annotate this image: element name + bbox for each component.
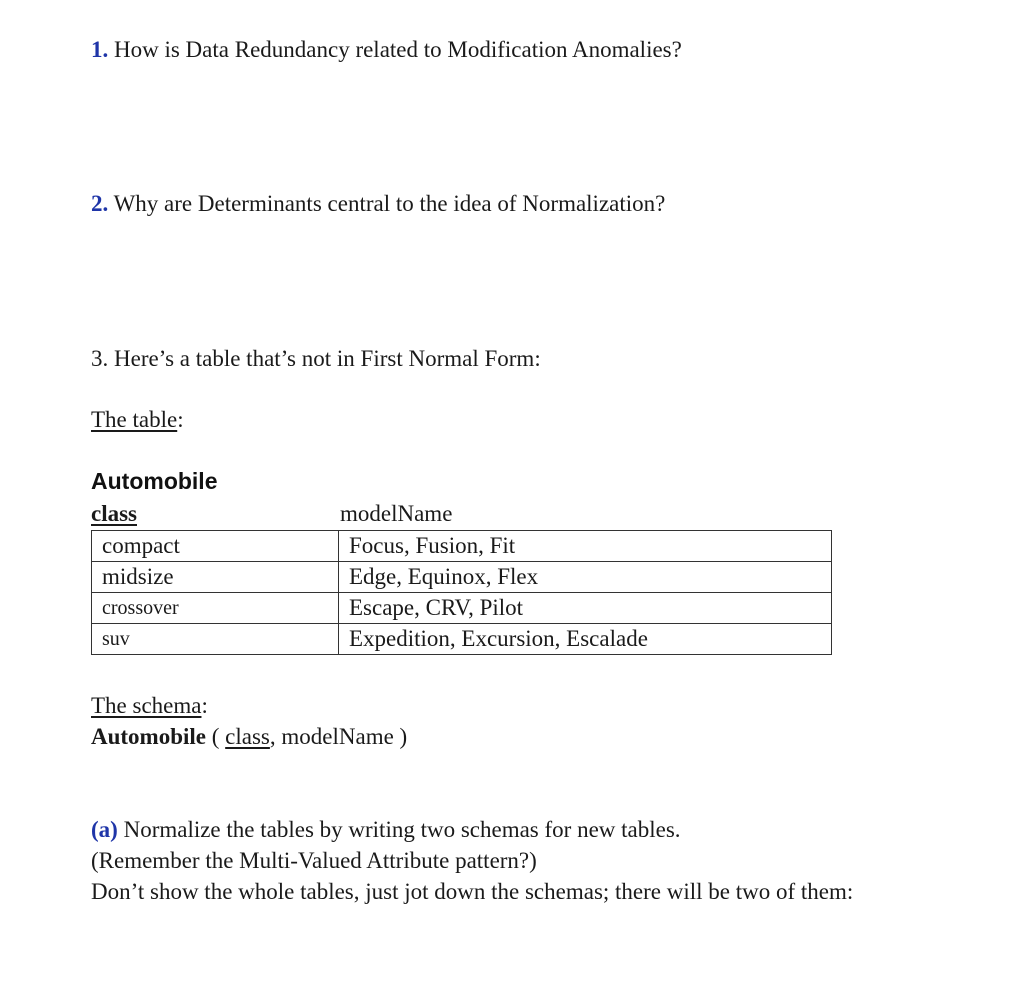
- column-header-modelname: modelName: [340, 501, 453, 526]
- part-a-text-1: Normalize the tables by writing two schemas for new tables.: [117, 817, 681, 842]
- table-row: [92, 624, 832, 655]
- automobile-table: [91, 530, 832, 655]
- table-caption-label: The table: [91, 407, 178, 432]
- schema-primary-key: class: [225, 724, 270, 749]
- table-title: Automobile: [91, 468, 218, 494]
- schema-remaining-attributes: , modelName ): [269, 724, 408, 749]
- class-cell: compact: [92, 531, 339, 562]
- model-cell: Expedition, Excursion, Escalade: [339, 624, 832, 655]
- part-a-line-3: Don’t show the whole tables, just jot down the schemas; there will be two of them:: [91, 879, 854, 904]
- question-1: [91, 36, 682, 64]
- part-a-label: (a): [91, 817, 118, 842]
- schema-definition: [91, 723, 407, 751]
- table-row: [92, 562, 832, 593]
- question-3-text: 3. Here’s a table that’s not in First Normal Form:: [91, 346, 541, 371]
- model-cell: Edge, Equinox, Flex: [339, 562, 832, 593]
- question-3: [91, 345, 541, 373]
- class-cell: suv: [92, 624, 339, 655]
- question-1-number: 1.: [91, 37, 109, 62]
- column-header-class: class: [91, 501, 137, 526]
- model-cell: Focus, Fusion, Fit: [339, 531, 832, 562]
- question-2-text: Why are Determinants central to the idea of Normalization?: [108, 191, 666, 216]
- question-2-number: 2.: [91, 191, 109, 216]
- schema-name: Automobile: [91, 724, 206, 749]
- table-caption-colon: :: [177, 407, 184, 432]
- question-1-text: How is Data Redundancy related to Modification Anomalies?: [108, 37, 682, 62]
- schema-open-paren: (: [206, 724, 226, 749]
- schema-caption-label: The schema: [91, 693, 202, 718]
- class-cell: crossover: [92, 593, 339, 624]
- schema-caption: [91, 692, 208, 720]
- part-a-line-2: (Remember the Multi-Valued Attribute pattern?): [91, 848, 537, 873]
- class-cell: midsize: [92, 562, 339, 593]
- part-a-line-1: [91, 816, 681, 844]
- table-row: [92, 593, 832, 624]
- table-caption: [91, 406, 184, 434]
- model-cell: Escape, CRV, Pilot: [339, 593, 832, 624]
- schema-caption-colon: :: [201, 693, 208, 718]
- table-row: [92, 531, 832, 562]
- question-2: [91, 190, 665, 218]
